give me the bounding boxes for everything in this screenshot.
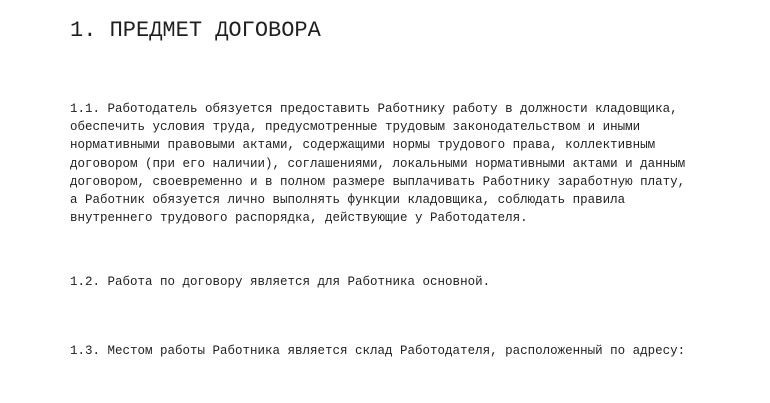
clause-line: договором (при его наличии), соглашениями, локальными нормативными актами и данным [70, 156, 686, 171]
clause-line: 1.2. Работа по договору является для Работника основной. [70, 275, 491, 289]
clause-1-3 [70, 342, 685, 360]
clause-line: 1.3. Местом работы Работника является склад Работодателя, расположенный по адресу: [70, 344, 686, 358]
clause-line: а Работник обязуется лично выполнять функции кладовщика, соблюдать правила [70, 193, 626, 208]
section-title: 1. ПРЕДМЕТ ДОГОВОРА [70, 18, 321, 43]
clause-line: договором, своевременно и в полном размере выплачивать Работнику заработную плату, [70, 174, 686, 189]
clause-line: нормативными правовыми актами, содержащими нормы трудового права, коллективным [70, 138, 656, 153]
clause-1-2 [70, 273, 490, 291]
clause-1-1 [70, 100, 685, 227]
clause-line: обеспечить условия труда, предусмотренные трудовым законодательством и иными [70, 120, 641, 135]
clause-line: внутреннего трудового распорядка, действующие у Работодателя. [70, 211, 528, 226]
clause-line: 1.1. Работодатель обязуется предоставить Работнику работу в должности кладовщика, [70, 102, 678, 116]
